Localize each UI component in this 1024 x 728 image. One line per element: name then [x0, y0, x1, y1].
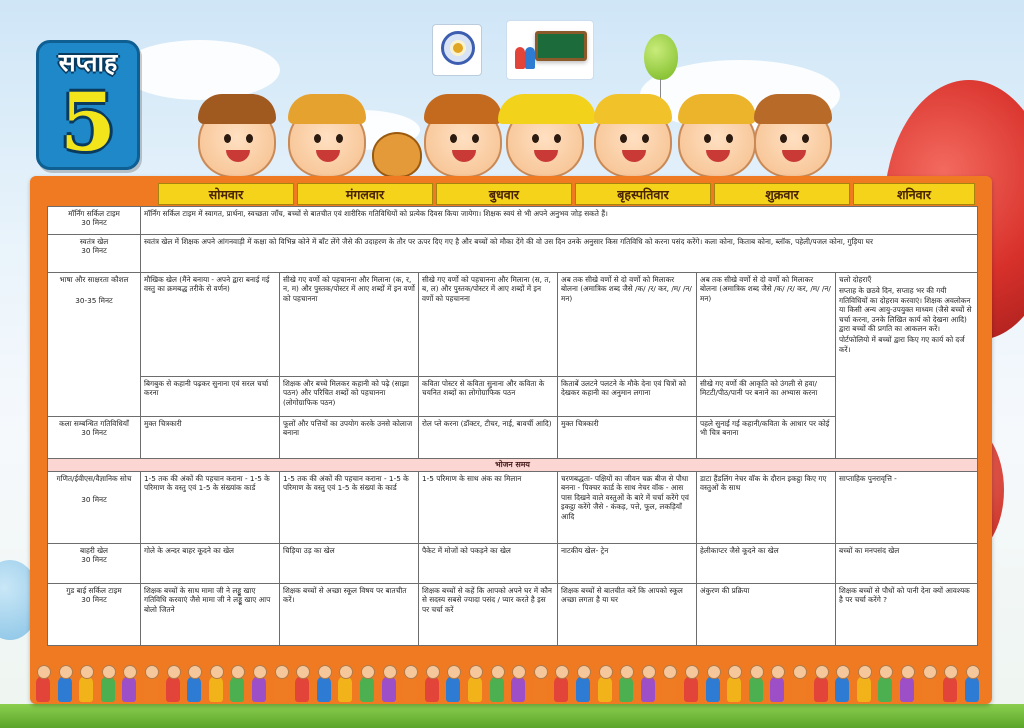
schedule-table: [47, 206, 978, 646]
row-label-morning-circle: मॉर्निंग सर्किल टाइम 30 मिनट: [48, 207, 141, 235]
child-figure: [274, 676, 288, 702]
table-cell: किताबें उलटने पलटने के मौके देना एवं चित्रों को देखकर कहानी का अनुमान लगाना: [558, 377, 697, 417]
row-label-free-play: स्वतंत्र खेल 30 मिनट: [48, 235, 141, 273]
child-figure: [144, 676, 158, 702]
row-label-outdoor: बाहरी खेल 30 मिनट: [48, 544, 141, 584]
review-text: सप्ताह के छठवे दिन, सप्ताह भर की गयी गतिविधियों का दोहराव करवाएं। शिक्षक अवलोकन या किसी अन्य आयु-उपयुक्त माध्यम (जैसे बच्चों से चर्चा करना, उनके लिखित कार्य को देखना आदि) द्वारा बच्चों की प्रगति का आकलन करें।: [839, 286, 972, 334]
table-row: [48, 235, 978, 273]
table-cell: शिक्षक बच्चों के साथ मामा जी ने लड्डू खाए गतिविधि करवाएं जैसे मामा जी ने लड्डू खाए आप बोलो जितने: [141, 584, 280, 646]
child-figure: [706, 676, 720, 702]
child-figure: [446, 676, 460, 702]
table-cell: फूलों और पत्तियों का उपयोग करके उनसे कोलाज बनाना: [280, 417, 419, 459]
day-header-wednesday: बुधवार: [436, 183, 572, 205]
day-header-monday: सोमवार: [158, 183, 294, 205]
child-figure: [295, 676, 309, 702]
table-row: [48, 273, 978, 377]
child-figure: [403, 676, 417, 702]
child-figure: [922, 676, 936, 702]
child-figure: [619, 676, 633, 702]
child-figure: [900, 676, 914, 702]
table-cell: 1-5 तक की अंकों की पहचान कराना - 1-5 के परिमाण के वस्तु एवं 1-5 के संख्यांक कार्ड: [141, 472, 280, 544]
table-cell: कविता पोस्टर से कविता सुनाना और कविता के चयनित शब्दों का लोगोग्राफिक पठन: [419, 377, 558, 417]
child-figure: [252, 676, 266, 702]
table-cell: 1-5 परिमाण के साथ अंक का मिलान: [419, 472, 558, 544]
lunch-time-row: भोजन समय: [48, 459, 978, 472]
table-cell: अंकुरण की प्रक्रिया: [697, 584, 836, 646]
child-figure: [554, 676, 568, 702]
child-figure: [317, 676, 331, 702]
grass-ground: [0, 704, 1024, 728]
child-figure: [425, 676, 439, 702]
day-header-saturday: शनिवार: [853, 183, 975, 205]
child-figure: [533, 676, 547, 702]
table-cell: गोले के अन्दर बाहर कूदने का खेल: [141, 544, 280, 584]
program-logo: [506, 20, 594, 80]
child-figure: [878, 676, 892, 702]
morning-circle-content: मॉर्निंग सर्किल टाइम में स्वागत, प्रार्थना, स्वच्छता जाँच, बच्चों से बातचीत एवं शारीरिक गतिविधियों को प्रत्येक दिवस किया जायेगा। शिक्षक स्वयं से भी अपने अनुभव जोड़ सकते हैं।: [141, 207, 978, 235]
table-cell: शिक्षक बच्चों से पौधों को पानी देना क्यों आवश्यक है पर चर्चा करेंगे ?: [836, 584, 978, 646]
child-figure: [684, 676, 698, 702]
table-cell: हेलीकाप्टर जैसे कूदने का खेल: [697, 544, 836, 584]
child-figure: [814, 676, 828, 702]
table-row: [48, 472, 978, 544]
child-figure: [209, 676, 223, 702]
child-figure: [79, 676, 93, 702]
day-header-friday: शुक्रवार: [714, 183, 850, 205]
child-figure: [598, 676, 612, 702]
table-cell: शिक्षक बच्चों से बातचीत करें कि आपको स्कूल अच्छा लगता है या घर: [558, 584, 697, 646]
child-figure: [770, 676, 784, 702]
government-seal-logo: [432, 24, 482, 76]
child-figure: [641, 676, 655, 702]
weekly-schedule-board: [30, 176, 992, 704]
child-figure: [122, 676, 136, 702]
table-cell: नाटकीय खेल- ट्रेन: [558, 544, 697, 584]
table-cell: पहले सुनाई गई कहानी/कविता के आधार पर कोई भी चित्र बनाना: [697, 417, 836, 459]
table-cell: डाटा हैंडलिंग नेचर वॉक के दौरान इकट्ठा किए गए वस्तुओं के साथ: [697, 472, 836, 544]
child-figure: [101, 676, 115, 702]
children-illustration: [150, 78, 840, 178]
week-number: 5: [60, 75, 116, 169]
table-cell: मौखिक खेल (मैंने बनाया - अपने द्वारा बनाई गई वस्तु का क्रमबद्ध तरीके से वर्णन): [141, 273, 280, 377]
child-figure: [36, 676, 50, 702]
row-label-goodbye: गुड बाई सर्किल टाइम 30 मिनट: [48, 584, 141, 646]
table-cell: साप्ताहिक पुनरावृत्ति -: [836, 472, 978, 544]
child-figure: [468, 676, 482, 702]
table-cell: अब तक सीखे वर्णो से दो वर्णो को मिलाकर बोलना (अमात्रिक शब्द जैसे /क/ /र/ कर, /म/ /न/ मन): [558, 273, 697, 377]
child-figure: [58, 676, 72, 702]
table-row: [48, 207, 978, 235]
child-figure: [727, 676, 741, 702]
child-figure: [943, 676, 957, 702]
table-row: [48, 544, 978, 584]
child-figure: [511, 676, 525, 702]
table-row: [48, 459, 978, 472]
child-figure: [857, 676, 871, 702]
table-cell: पैकेट में मोजों को पकड़ने का खेल: [419, 544, 558, 584]
child-figure: [230, 676, 244, 702]
table-cell: मुक्त चित्रकारी: [141, 417, 280, 459]
week-label: सप्ताह: [58, 48, 118, 77]
table-cell: सीखे गए वर्णो को पहचानना और मिलाना (स, त, ब, ल) और पुस्तक/पोस्टर में आए शब्दों में इन वर्णो को पहचानना: [419, 273, 558, 377]
child-figure: [749, 676, 763, 702]
table-cell: सीखे गए वर्णो की आकृति को उंगली से हवा/मिटटी/पीठ/पानी पर बनाने का अभ्यास करना: [697, 377, 836, 417]
table-cell: रोल प्ले करना (डॉक्टर, टीचर, नाई, बावर्ची आदि): [419, 417, 558, 459]
table-cell: चरणबद्धता- पक्षियों का जीवन चक्र बीज से पौधा बनना - पिक्चर कार्ड के साथ नेचर वॉक - आस पास दिखने वाले वस्तुओं के बारे में चर्चा करेंगे एवं इकट्ठा करेंगे जैसे - कंकड़, पत्ते, फूल, लकड़ियाँ आदि: [558, 472, 697, 544]
row-label-math: गणित/ईवीएस/वैज्ञानिक सोच 30 मिनट: [48, 472, 141, 544]
row-label-language: भाषा और साक्षरता कौशल 30-35 मिनट: [48, 273, 141, 417]
child-figure: [965, 676, 979, 702]
saturday-review-cell: [836, 273, 978, 459]
child-figure: [835, 676, 849, 702]
child-figure: [187, 676, 201, 702]
row-label-art: कला सम्बन्धित गतिविधियाँ 30 मिनट: [48, 417, 141, 459]
table-cell: बच्चों का मनपसंद खेल: [836, 544, 978, 584]
portfolio-text: पोर्टफोलियो में बच्चों द्वारा किए गए कार्य को दर्ज करें।: [839, 335, 965, 354]
table-cell: शिक्षक बच्चों से कहें कि आपको अपने घर में कौन से सदस्य सबसे ज्यादा पसंद / प्यार करते है इस पर चर्चा करें: [419, 584, 558, 646]
child-figure: [382, 676, 396, 702]
table-cell: 1-5 तक की अंकों की पहचान कराना - 1-5 के परिमाण के वस्तु एवं 1-5 के संख्यां के कार्ड: [280, 472, 419, 544]
week-badge: [36, 40, 140, 170]
green-balloon: [644, 34, 678, 80]
table-row: [48, 584, 978, 646]
child-figure: [576, 676, 590, 702]
child-figure: [792, 676, 806, 702]
child-figure: [166, 676, 180, 702]
table-cell: अब तक सीखे वर्णो से दो वर्णो को मिलाकर बोलना (अमात्रिक शब्द जैसे /क/ /र/ कर, /म/ /न/ मन): [697, 273, 836, 377]
day-header-tuesday: मंगलवार: [297, 183, 433, 205]
free-play-content: स्वतंत्र खेल में शिक्षक अपने आंगनवाड़ी में कक्षा को विभिन्न कोने में बाँट लेंगे जैसे की उदाहरण के तौर पर ऊपर दिए गए है और बच्चों को मौका देंगे की वो उस दिन उनके अनुसार किस गतिविधि को करना पसंद करेंगे। कला कोना, किताब कोना, ब्लॉक, पहेली/पजल कोना, गुड़िया घर: [141, 235, 978, 273]
child-figure: [662, 676, 676, 702]
day-header-thursday: बृहस्पतिवार: [575, 183, 711, 205]
table-cell: शिक्षक और बच्चे मिलकर कहानी को पढ़े (साझा पठन) और परिचित शब्दों को पहचानना (लोगोग्राफिक पठन): [280, 377, 419, 417]
kids-border-strip: [30, 664, 992, 704]
table-cell: शिक्षक बच्चों से अच्छा स्कूल विषय पर बातचीत करें।: [280, 584, 419, 646]
table-cell: सीखे गए वर्णो को पहचानना और मिलाना (क, र, न, म) और पुस्तक/पोस्टर में आए शब्दों में इन वर्णो को पहचानना: [280, 273, 419, 377]
child-figure: [360, 676, 374, 702]
table-cell: चिड़िया उड़ का खेल: [280, 544, 419, 584]
table-cell: बिगबुक से कहानी पढ़कर सुनाना एवं सरल चर्चा करना: [141, 377, 280, 417]
child-figure: [338, 676, 352, 702]
review-heading: चलो दोहराएँ: [839, 275, 872, 284]
child-figure: [490, 676, 504, 702]
table-cell: मुक्त चित्रकारी: [558, 417, 697, 459]
